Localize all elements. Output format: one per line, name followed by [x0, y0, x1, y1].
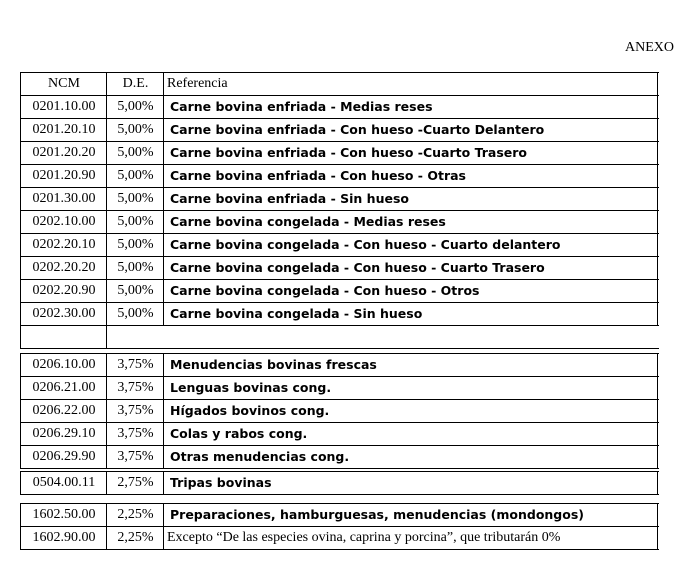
de-cell: 5,00%	[106, 96, 164, 118]
ncm-cell: 1602.90.00	[20, 527, 107, 549]
table-row	[20, 188, 659, 211]
de-cell: 2,25%	[106, 527, 164, 549]
ncm-cell: 0201.20.20	[20, 142, 107, 164]
ref-cell: Carne bovina congelada - Medias reses	[163, 211, 658, 233]
table-row	[20, 142, 659, 165]
table-row	[20, 211, 659, 234]
de-cell: 3,75%	[106, 400, 164, 422]
ncm-cell: 0202.30.00	[20, 303, 107, 325]
table-row	[20, 472, 659, 495]
de-cell: 5,00%	[106, 257, 164, 279]
table-row	[20, 257, 659, 280]
ref-cell: Colas y rabos cong.	[163, 423, 658, 445]
de-cell: 5,00%	[106, 234, 164, 256]
ncm-cell: 0201.30.00	[20, 188, 107, 210]
table-row	[20, 400, 659, 423]
ref-cell: Carne bovina congelada - Con hueso - Cuarto Trasero	[163, 257, 658, 279]
de-cell: 5,00%	[106, 165, 164, 187]
de-cell: 3,75%	[106, 446, 164, 468]
de-cell: 5,00%	[106, 188, 164, 210]
ref-cell: Carne bovina congelada - Con hueso - Otros	[163, 280, 658, 302]
table-gap	[20, 495, 659, 503]
ref-cell: Tripas bovinas	[163, 472, 658, 494]
table-row	[20, 446, 659, 469]
ncm-cell: 1602.50.00	[20, 504, 107, 526]
ncm-cell: 0201.20.10	[20, 119, 107, 141]
ncm-cell: 0206.29.10	[20, 423, 107, 445]
ref-cell: Excepto “De las especies ovina, caprina y porcina”, que tributarán 0%	[163, 527, 658, 549]
ref-cell: Lenguas bovinas cong.	[163, 377, 658, 399]
ncm-cell: 0201.20.90	[20, 165, 107, 187]
ref-cell: Carne bovina congelada - Con hueso - Cuarto delantero	[163, 234, 658, 256]
ncm-cell: 0202.20.10	[20, 234, 107, 256]
table-row	[20, 354, 659, 377]
ncm-cell: 0202.20.20	[20, 257, 107, 279]
tariff-table	[20, 72, 659, 550]
table-row	[20, 504, 659, 527]
de-cell: 5,00%	[106, 280, 164, 302]
ncm-cell: 0504.00.11	[20, 472, 107, 494]
table-row	[20, 119, 659, 142]
de-cell: 3,75%	[106, 354, 164, 376]
ncm-cell: 0206.29.90	[20, 446, 107, 468]
header-ncm: NCM	[20, 73, 107, 95]
group-tripas	[20, 471, 659, 495]
de-cell: 2,75%	[106, 472, 164, 494]
ref-cell: Carne bovina enfriada - Con hueso -Cuarto Delantero	[163, 119, 658, 141]
table-row	[20, 377, 659, 400]
header-ref: Referencia	[163, 73, 658, 95]
group-preparaciones	[20, 503, 659, 550]
table-row	[20, 280, 659, 303]
ref-cell: Hígados bovinos cong.	[163, 400, 658, 422]
ncm-cell: 0206.22.00	[20, 400, 107, 422]
ref-cell: Carne bovina congelada - Sin hueso	[163, 303, 658, 325]
table-spacer-row	[20, 326, 659, 349]
table-row	[20, 423, 659, 446]
de-cell: 5,00%	[106, 119, 164, 141]
anexo-label: ANEXO	[625, 40, 674, 55]
ref-cell: Otras menudencias cong.	[163, 446, 658, 468]
de-cell: 5,00%	[106, 303, 164, 325]
ref-cell: Carne bovina enfriada - Con hueso - Otras	[163, 165, 658, 187]
table-header	[20, 72, 659, 96]
table-row	[20, 234, 659, 257]
table-row	[20, 303, 659, 326]
de-cell: 5,00%	[106, 211, 164, 233]
ncm-cell: 0202.10.00	[20, 211, 107, 233]
de-cell: 3,75%	[106, 423, 164, 445]
ref-cell: Carne bovina enfriada - Medias reses	[163, 96, 658, 118]
ref-cell: Preparaciones, hamburguesas, menudencias (mondongos)	[163, 504, 658, 526]
ncm-cell: 0206.10.00	[20, 354, 107, 376]
de-cell: 2,25%	[106, 504, 164, 526]
table-row	[20, 165, 659, 188]
de-cell: 5,00%	[106, 142, 164, 164]
ncm-cell: 0206.21.00	[20, 377, 107, 399]
ncm-cell: 0201.10.00	[20, 96, 107, 118]
table-row	[20, 96, 659, 119]
de-cell: 3,75%	[106, 377, 164, 399]
ref-cell: Carne bovina enfriada - Sin hueso	[163, 188, 658, 210]
ref-cell: Carne bovina enfriada - Con hueso -Cuarto Trasero	[163, 142, 658, 164]
group-menudencias	[20, 353, 659, 469]
header-de: D.E.	[106, 73, 164, 95]
group-carne	[20, 96, 659, 326]
ref-cell: Menudencias bovinas frescas	[163, 354, 658, 376]
table-row	[20, 527, 659, 550]
ncm-cell: 0202.20.90	[20, 280, 107, 302]
